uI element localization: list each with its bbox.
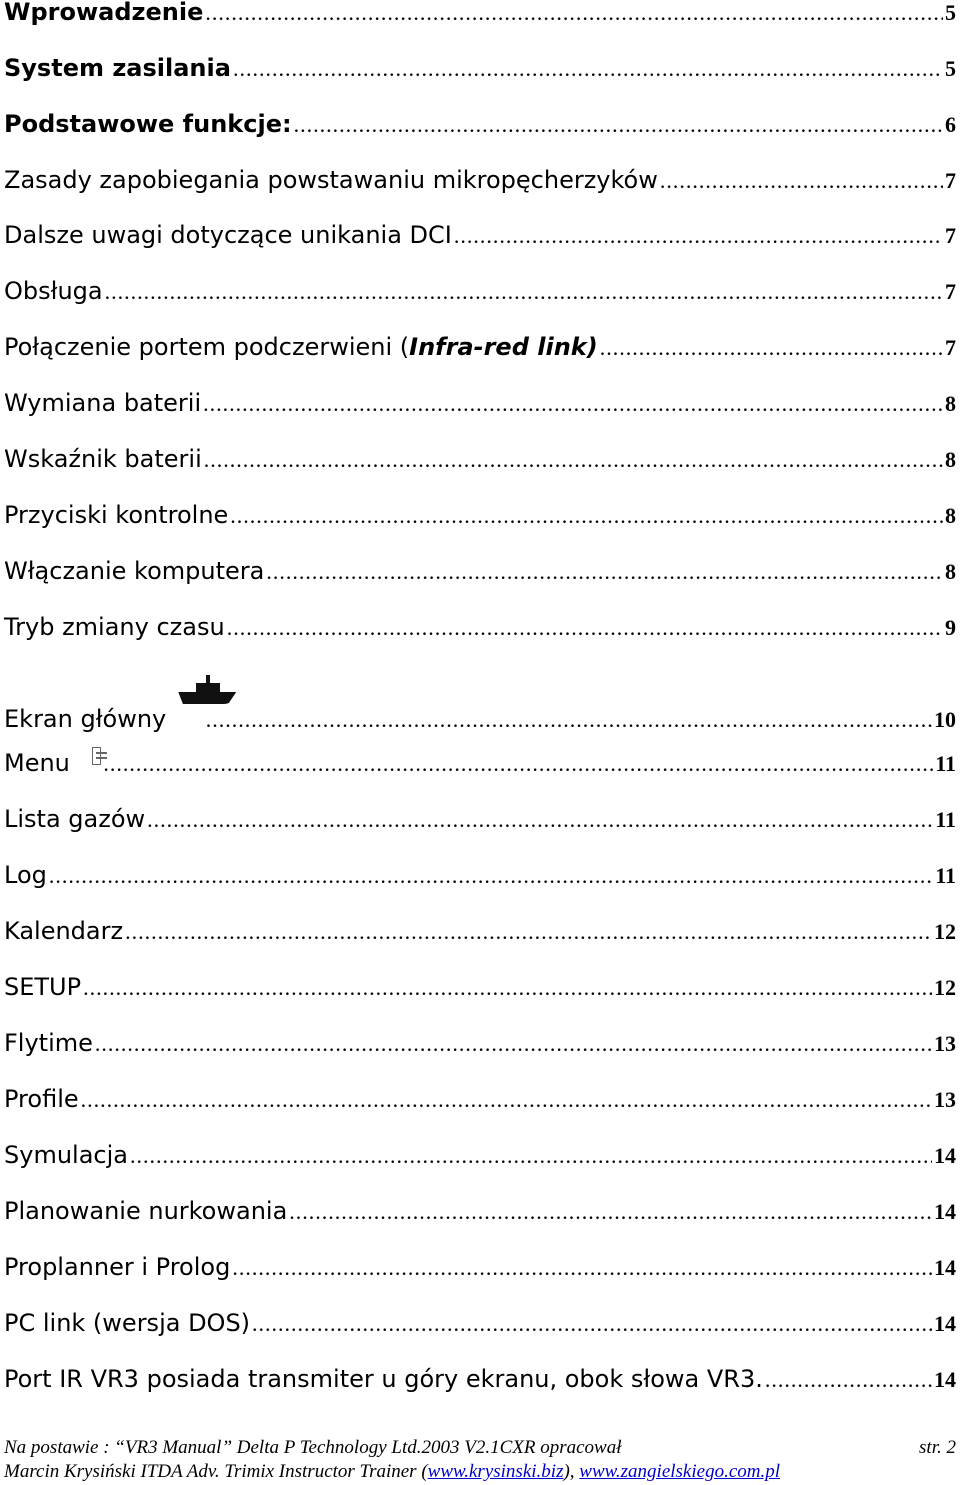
toc-title: Ekran główny: [4, 705, 167, 733]
toc-title: Wymiana baterii: [4, 389, 202, 417]
toc-entry[interactable]: [4, 388, 956, 418]
toc-page-number: 7: [945, 223, 956, 248]
toc-page-number: 8: [945, 447, 956, 472]
toc-page-number: 7: [945, 279, 956, 304]
toc-title: Wskaźnik baterii: [4, 445, 202, 473]
toc-leader: [205, 0, 943, 26]
toc-title: Kalendarz: [4, 917, 124, 945]
toc-entry[interactable]: [4, 612, 956, 642]
toc-page-number: 5: [945, 0, 956, 25]
toc-title: Profile: [4, 1085, 79, 1113]
toc-leader: [252, 1311, 932, 1337]
toc-page-number: 11: [935, 751, 956, 776]
toc-leader: [204, 447, 943, 473]
toc-page-number: 14: [934, 1255, 956, 1280]
footer-source-text: Na postawie : “VR3 Manual” Delta P Technology Ltd.2003 V2.1CXR opracował: [4, 1437, 622, 1458]
page-number-label: str. 2: [919, 1437, 956, 1458]
toc-title: SETUP: [4, 973, 82, 1001]
toc-leader: [227, 615, 943, 641]
toc-entry[interactable]: [4, 860, 956, 890]
toc-entry[interactable]: [4, 804, 956, 834]
toc-title: Tryb zmiany czasu: [4, 613, 225, 641]
toc-leader: [232, 1255, 932, 1281]
toc-leader: [230, 503, 943, 529]
toc-leader: [454, 223, 943, 249]
toc-leader: [105, 279, 943, 305]
toc-page-number: 12: [934, 975, 956, 1000]
toc-leader: [81, 1087, 932, 1113]
toc-page-number: 9: [945, 615, 956, 640]
toc-entry[interactable]: [4, 556, 956, 586]
toc-title: Obsługa: [4, 277, 103, 305]
toc-page-number: 11: [935, 863, 956, 888]
toc-title: Wprowadzenie: [4, 0, 204, 26]
toc-entry[interactable]: [4, 53, 956, 83]
toc-page-number: 14: [934, 1143, 956, 1168]
toc-title-italic: Infra-red link): [409, 333, 598, 361]
krysinski-link[interactable]: www.krysinski.biz: [427, 1461, 564, 1482]
toc-entry[interactable]: [4, 1084, 956, 1114]
toc-title: Lista gazów: [4, 805, 146, 833]
toc-leader: [203, 391, 943, 417]
boat-icon: [178, 673, 203, 713]
toc-page-number: 11: [935, 807, 956, 832]
toc-title: Menu: [4, 749, 70, 777]
toc-entry[interactable]: [4, 332, 956, 362]
toc-page-number: 14: [934, 1311, 956, 1336]
toc-leader: [233, 56, 943, 82]
toc-leader: [660, 168, 943, 194]
toc-title: Podstawowe funkcje:: [4, 110, 292, 138]
footer-line-1: [4, 1436, 956, 1460]
toc-page-number: 7: [945, 335, 956, 360]
toc-title: Port IR VR3 posiada transmiter u góry ekranu, obok słowa VR3.: [4, 1365, 763, 1393]
toc-entry[interactable]: [4, 1196, 956, 1226]
toc-page-number: 5: [945, 56, 956, 81]
toc-title: Włączanie komputera: [4, 557, 265, 585]
toc-entry[interactable]: [4, 444, 956, 474]
toc-page-number: 13: [934, 1031, 956, 1056]
toc-entry[interactable]: [4, 165, 956, 195]
toc-entry[interactable]: [4, 748, 956, 778]
toc-page-number: 8: [945, 503, 956, 528]
toc-title: Symulacja: [4, 1141, 128, 1169]
toc-entry[interactable]: [4, 1308, 956, 1338]
footer-author-text: Marcin Krysiński ITDA Adv. Trimix Instructor Trainer (: [4, 1461, 428, 1482]
toc-entry[interactable]: [4, 1364, 956, 1394]
toc-leader: [49, 863, 933, 889]
footer-separator: ),: [563, 1461, 580, 1482]
toc-title: Log: [4, 861, 47, 889]
toc-title: PC link (wersja DOS): [4, 1309, 251, 1337]
toc-title: [4, 332, 598, 362]
menu-icon: [92, 747, 101, 765]
toc-page-number: 10: [934, 707, 956, 732]
toc-leader: [83, 975, 932, 1001]
toc-title: System zasilania: [4, 54, 231, 82]
toc-entry[interactable]: [4, 0, 956, 27]
toc-page-number: 14: [934, 1367, 956, 1392]
toc-title: Dalsze uwagi dotyczące unikania DCI: [4, 221, 452, 249]
toc-page-number: 7: [945, 168, 956, 193]
toc-title-prefix: Połączenie portem podczerwieni (: [4, 333, 410, 361]
toc-page-number: 14: [934, 1199, 956, 1224]
zangielskiego-link[interactable]: www.zangielskiego.com.pl: [579, 1461, 781, 1482]
toc-title: Proplanner i Prolog: [4, 1253, 231, 1281]
toc-leader: [206, 707, 932, 733]
toc-page-number: 8: [945, 391, 956, 416]
toc-entry[interactable]: [4, 276, 956, 306]
toc-leader: [103, 751, 933, 777]
toc-leader: [125, 919, 932, 945]
toc-entry[interactable]: [4, 916, 956, 946]
toc-page-number: 6: [945, 112, 956, 137]
toc-entry[interactable]: [4, 109, 956, 139]
toc-entry[interactable]: [4, 687, 956, 734]
toc-leader: [147, 807, 933, 833]
toc-leader: [294, 112, 943, 138]
toc-entry[interactable]: [4, 1252, 956, 1282]
toc-entry[interactable]: [4, 500, 956, 530]
toc-title: Zasady zapobiegania powstawaniu mikropęcherzyków: [4, 166, 658, 194]
toc-title: Przyciski kontrolne: [4, 501, 229, 529]
toc-leader: [765, 1367, 932, 1393]
toc-leader: [600, 335, 943, 361]
toc-entry[interactable]: [4, 1028, 956, 1058]
toc-leader: [95, 1031, 932, 1057]
toc-leader: [130, 1143, 932, 1169]
footer-line-2: [4, 1460, 956, 1484]
toc-title: Planowanie nurkowania: [4, 1197, 288, 1225]
toc-entry[interactable]: [4, 220, 956, 250]
toc-entry[interactable]: [4, 1140, 956, 1170]
toc-entry[interactable]: [4, 972, 956, 1002]
toc-leader: [289, 1199, 932, 1225]
toc-page-number: 8: [945, 559, 956, 584]
toc-page-number: 13: [934, 1087, 956, 1112]
toc-leader: [266, 559, 943, 585]
toc-page-number: 12: [934, 919, 956, 944]
toc-title: Flytime: [4, 1029, 93, 1057]
